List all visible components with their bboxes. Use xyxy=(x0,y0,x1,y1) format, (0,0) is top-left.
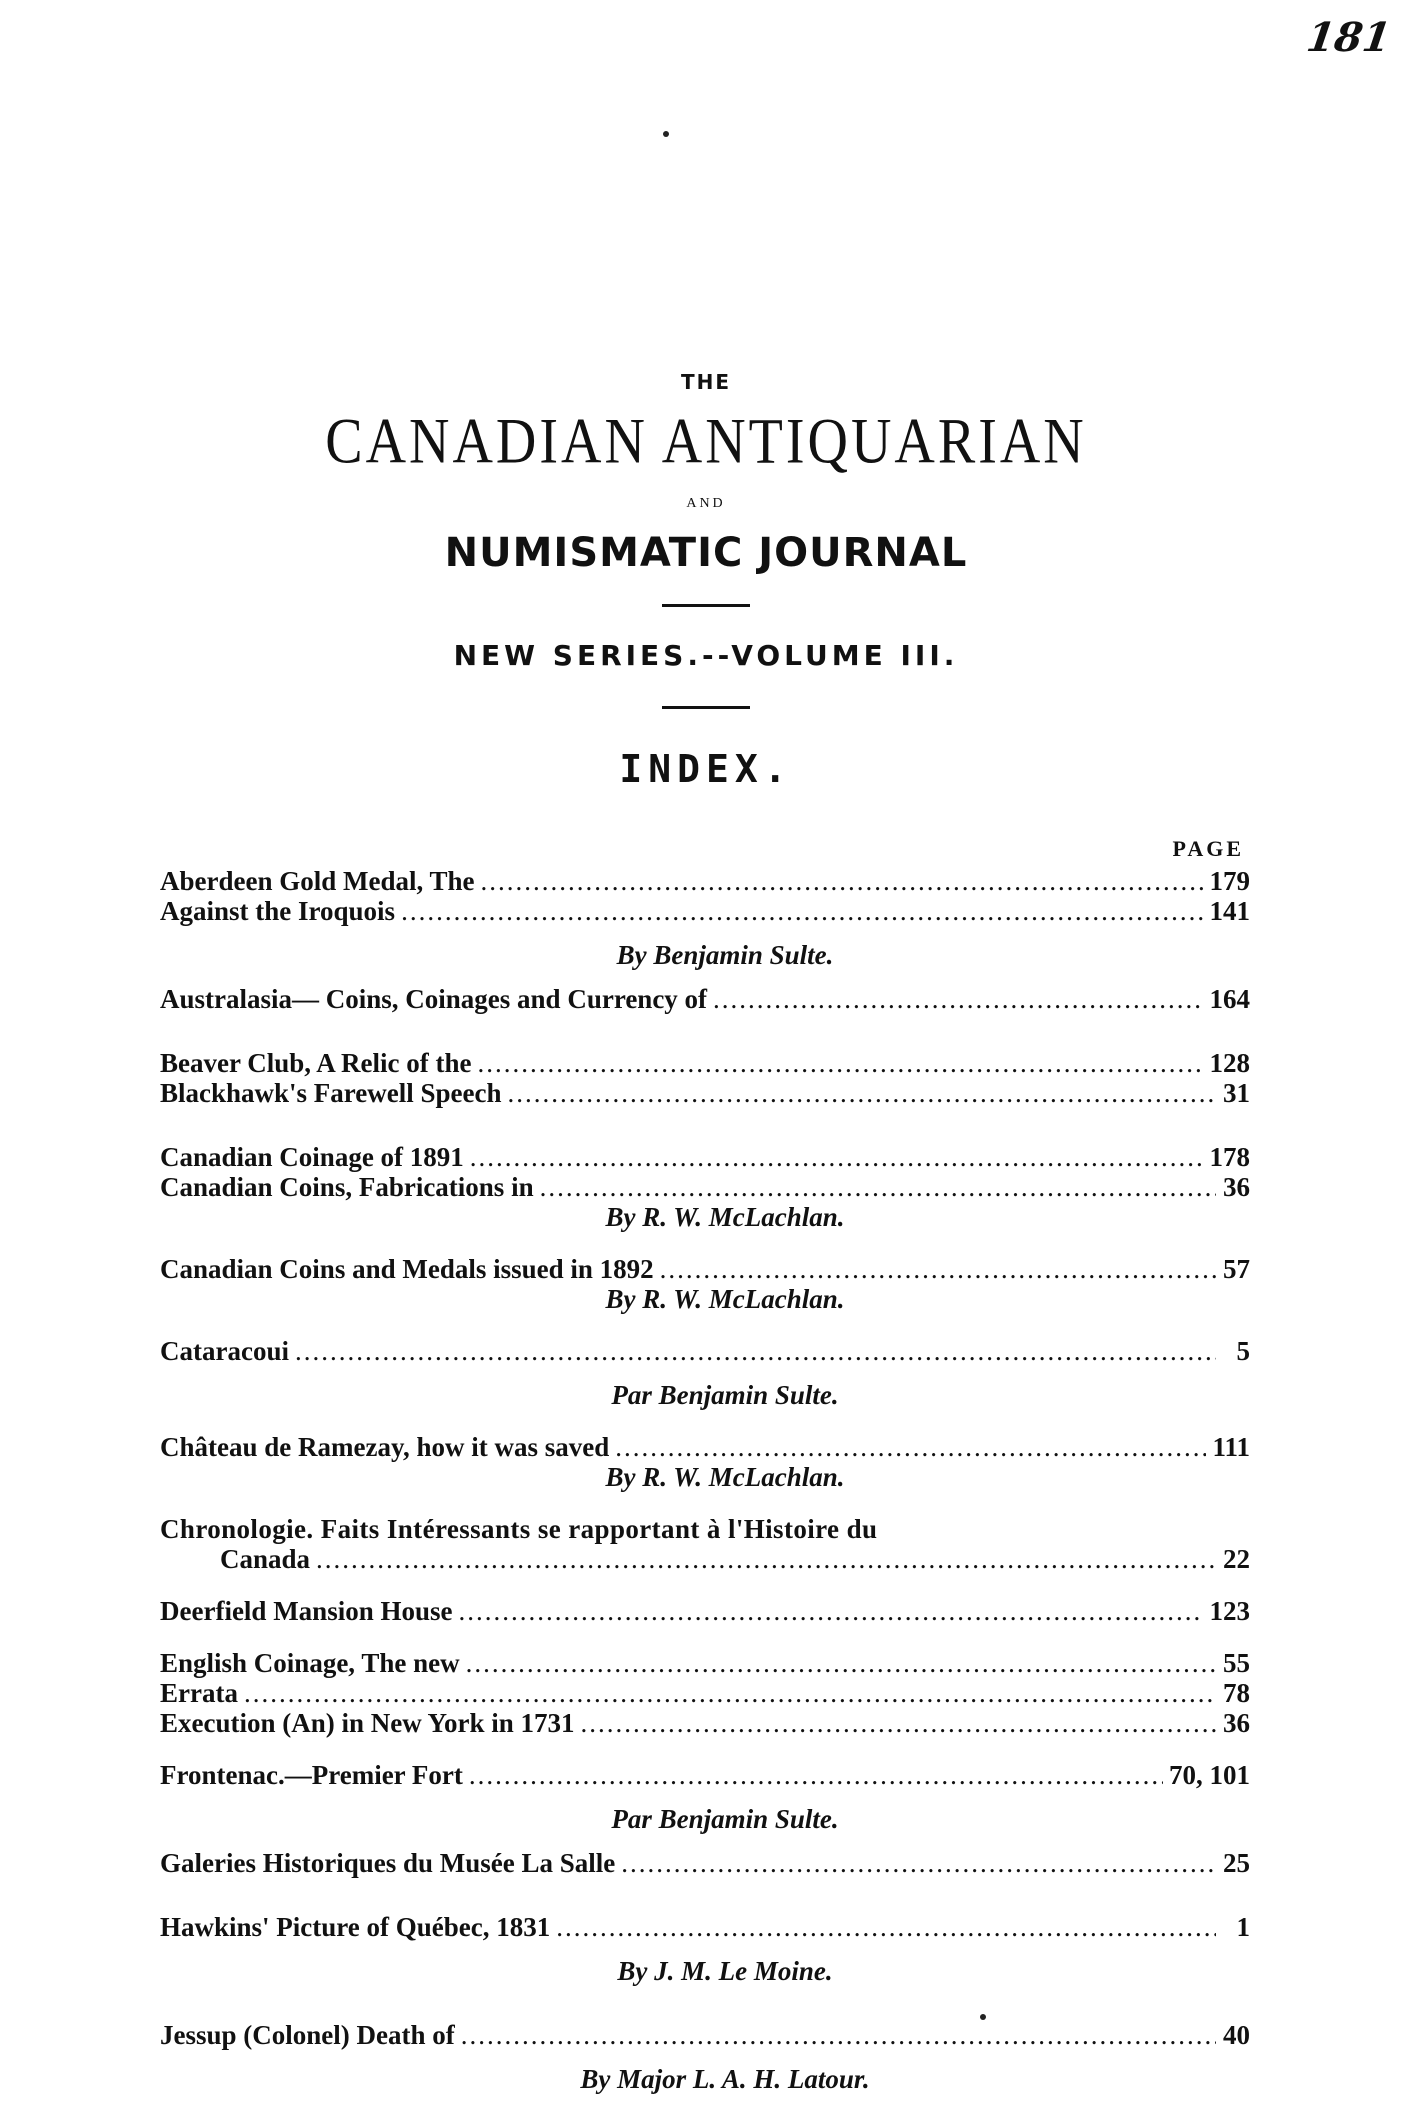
index-entry xyxy=(160,1760,1250,1790)
index-entry xyxy=(160,1848,1250,1878)
entry-title: Execution (An) in New York in 1731 xyxy=(160,1708,575,1738)
index-entry xyxy=(160,896,1250,926)
index-entry xyxy=(160,1708,1250,1738)
entry-page: 141 xyxy=(1209,896,1250,926)
entry-page: 40 xyxy=(1223,2020,1250,2050)
entry-title: Blackhawk's Farewell Speech xyxy=(160,1078,502,1108)
leader-dots xyxy=(295,1336,1216,1366)
entry-page: 128 xyxy=(1209,1048,1250,1078)
entry-page: 25 xyxy=(1223,1848,1250,1878)
entry-title: Canadian Coins, Fabrications in xyxy=(160,1172,534,1202)
entry-page: 70, 101 xyxy=(1169,1760,1250,1790)
leader-dots xyxy=(556,1912,1216,1942)
entry-page: 164 xyxy=(1209,984,1250,1014)
index-entry xyxy=(160,1336,1250,1366)
index-heading: INDEX. xyxy=(619,747,793,791)
leader-dots xyxy=(540,1172,1216,1202)
index-entry xyxy=(160,866,1250,896)
entry-title: Canadian Coinage of 1891 xyxy=(160,1142,464,1172)
entry-byline: By Major L. A. H. Latour. xyxy=(580,2064,870,2094)
entry-byline: By R. W. McLachlan. xyxy=(605,1202,845,1232)
index-entry xyxy=(160,1544,1250,1574)
entry-title-continued: Canada xyxy=(220,1544,311,1574)
journal-title: CANADIAN ANTIQUARIAN xyxy=(325,406,1087,478)
entry-page: 22 xyxy=(1223,1544,1250,1574)
index-entry xyxy=(160,1172,1250,1202)
entry-page: 111 xyxy=(1212,1432,1250,1462)
entry-title: English Coinage, The new xyxy=(160,1648,460,1678)
entry-title: Errata xyxy=(160,1678,238,1708)
index-list xyxy=(160,836,1250,2094)
entry-page: 55 xyxy=(1223,1648,1250,1678)
masthead xyxy=(0,370,1412,791)
entry-title: Château de Ramezay, how it was saved xyxy=(160,1432,610,1462)
entry-page: 1 xyxy=(1236,1912,1250,1942)
index-entry xyxy=(160,1142,1250,1172)
index-entry xyxy=(160,1648,1250,1678)
leader-dots xyxy=(581,1708,1216,1738)
masthead-and: AND xyxy=(686,496,726,511)
index-entry xyxy=(160,1596,1250,1626)
leader-dots xyxy=(508,1078,1216,1108)
leader-dots xyxy=(458,1596,1203,1626)
entry-page: 123 xyxy=(1209,1596,1250,1626)
entry-page: 36 xyxy=(1223,1172,1250,1202)
leader-dots xyxy=(660,1254,1216,1284)
index-entry xyxy=(160,1078,1250,1108)
leader-dots xyxy=(461,2020,1216,2050)
journal-subtitle: NUMISMATIC JOURNAL xyxy=(444,530,968,576)
entry-title: Cataracoui xyxy=(160,1336,289,1366)
entry-title: Chronologie. Faits Intéressants se rapportant à l'Histoire du xyxy=(160,1514,878,1544)
entry-title: Australasia— Coins, Coinages and Currency of xyxy=(160,984,708,1014)
entry-page: 178 xyxy=(1209,1142,1250,1172)
entry-title: Beaver Club, A Relic of the xyxy=(160,1048,472,1078)
print-speck xyxy=(663,131,669,137)
leader-dots xyxy=(481,866,1204,896)
entry-page: 78 xyxy=(1223,1678,1250,1708)
entry-byline: By Benjamin Sulte. xyxy=(616,940,834,970)
entry-byline: Par Benjamin Sulte. xyxy=(611,1804,839,1834)
leader-dots xyxy=(466,1648,1216,1678)
leader-dots xyxy=(615,1432,1206,1462)
entry-title: Frontenac.—Premier Fort xyxy=(160,1760,463,1790)
entry-title: Galeries Historiques du Musée La Salle xyxy=(160,1848,616,1878)
handwritten-page-number: 181 xyxy=(1303,14,1394,61)
index-entry xyxy=(160,1678,1250,1708)
entry-byline: By J. M. Le Moine. xyxy=(617,1956,833,1986)
entry-page: 5 xyxy=(1236,1336,1250,1366)
entry-title: Hawkins' Picture of Québec, 1831 xyxy=(160,1912,551,1942)
entry-page: 57 xyxy=(1223,1254,1250,1284)
page-column-label: PAGE xyxy=(1172,836,1244,861)
leader-dots xyxy=(477,1048,1203,1078)
leader-dots xyxy=(401,896,1203,926)
entry-byline: Par Benjamin Sulte. xyxy=(611,1380,839,1410)
entry-byline: By R. W. McLachlan. xyxy=(605,1462,845,1492)
index-entry xyxy=(160,1254,1250,1284)
entry-page: 36 xyxy=(1223,1708,1250,1738)
entry-page: 31 xyxy=(1223,1078,1250,1108)
index-entry xyxy=(160,1912,1250,1942)
entry-title: Against the Iroquois xyxy=(160,896,396,926)
entry-title: Jessup (Colonel) Death of xyxy=(160,2020,455,2050)
leader-dots xyxy=(244,1678,1216,1708)
entry-title: Canadian Coins and Medals issued in 1892 xyxy=(160,1254,654,1284)
leader-dots xyxy=(316,1544,1216,1574)
index-entry xyxy=(160,1048,1250,1078)
leader-dots xyxy=(621,1848,1216,1878)
leader-dots xyxy=(713,984,1203,1014)
entry-page: 179 xyxy=(1209,866,1250,896)
leader-dots xyxy=(469,1760,1163,1790)
index-entry xyxy=(160,2020,1250,2050)
entry-byline: By R. W. McLachlan. xyxy=(605,1284,845,1314)
leader-dots xyxy=(470,1142,1204,1172)
index-entry xyxy=(160,984,1250,1014)
index-entry xyxy=(160,1432,1250,1462)
series-volume: NEW SERIES.--VOLUME III. xyxy=(453,639,959,672)
divider-rule xyxy=(662,604,750,607)
masthead-the: THE xyxy=(680,370,732,394)
entry-title: Deerfield Mansion House xyxy=(160,1596,453,1626)
entry-title: Aberdeen Gold Medal, The xyxy=(160,866,475,896)
divider-rule xyxy=(662,706,750,709)
